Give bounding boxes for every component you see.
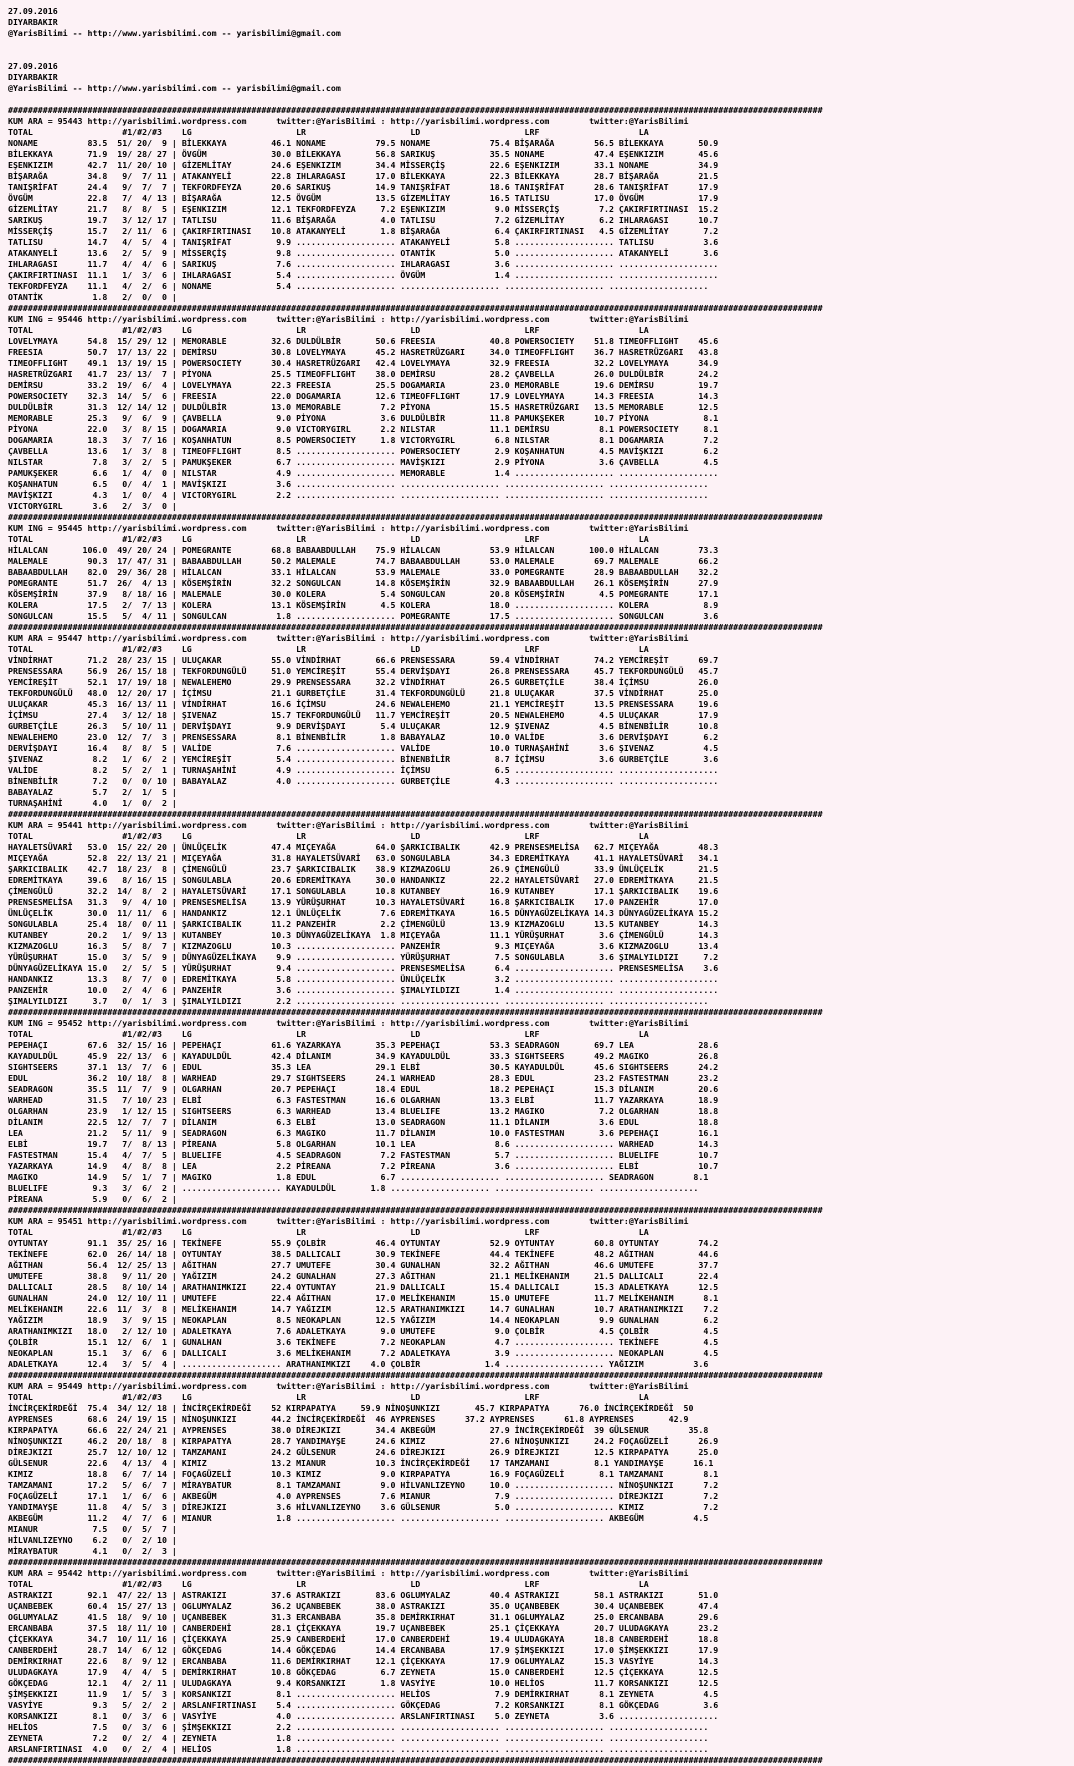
horse-row: ARSLANFIRTINASI 4.0 0/ 2/ 4 | HELİOS 1.8 .................... .................... .................... .................... [8, 1744, 709, 1754]
horse-row: BABAABDULLAH 82.0 29/ 36/ 28 | HİLALCAN 33.1 HİLALCAN 53.9 MALEMALE 33.0 POMEGRANTE 28.9 BABAABDULLAH 32.2 [8, 567, 719, 577]
horse-row: HELİOS 7.5 0/ 3/ 6 | ŞİMŞEKKIZI 2.2 .................... .................... .................... .................... [8, 1722, 709, 1732]
horse-row: KIMIZ 18.8 6/ 7/ 14 | FOÇAGÜZELİ 10.3 KIMIZ 9.0 KIRPAPATYA 16.9 FOÇAGÜZELİ 8.1 TAMZAMANI 8.1 [8, 1469, 719, 1479]
horse-row: DALLICALI 28.5 8/ 10/ 14 | ARATHANIMKIZI 22.4 OYTUNTAY 21.9 DALLICALI 15.4 DALLICALI 15.3 ADALETKAYA 12.5 [8, 1282, 719, 1292]
horse-row: BİLEKKAYA 71.9 19/ 28/ 27 | ÖVGÜM 30.0 BİLEKKAYA 56.8 SARIKUŞ 35.5 NONAME 47.4 EŞENKIZIM 45.6 [8, 149, 719, 159]
horse-row: DİLANIM 22.5 12/ 7/ 7 | DİLANIM 6.3 ELBİ 13.0 SEADRAGON 11.1 DİLANIM 3.6 EDUL 18.8 [8, 1117, 719, 1127]
separator-line: #################################################################################################################################################################### [8, 1755, 823, 1765]
horse-row: BLUELIFE 9.3 3/ 6/ 2 | .................... KAYADULDÜL 1.8 .................... .................... .................... [8, 1183, 699, 1193]
horse-row: DOGAMARIA 18.3 3/ 7/ 16 | KOŞANHATUN 8.5 POWERSOCIETY 1.8 VICTORYGIRL 6.8 NILSTAR 8.1 DOGAMARIA 7.2 [8, 435, 719, 445]
horse-row: HANDANKIZ 13.3 8/ 7/ 0 | EDREMİTKAYA 5.8 .................... ÜNLÜÇELİK 3.2 .................... .................... [8, 974, 719, 984]
horse-row: MAVİŞKIZI 4.3 1/ 0/ 4 | VICTORYGIRL 2.2 .................... .................... .................... .................... [8, 490, 709, 500]
horse-row: GÜLSENUR 22.6 4/ 13/ 4 | KIMIZ 13.2 MIANUR 10.3 İNCİRÇEKİRDEĞİ 17 TAMZAMANI 8.1 YANDIMAYŞE 16.1 [8, 1458, 714, 1468]
header-line: 27.09.2016 [8, 61, 58, 71]
horse-row: TANIŞRİFAT 24.4 9/ 7/ 7 | TEKFORDFEYZA 20.6 SARIKUŞ 14.9 TANIŞRİFAT 18.6 TANIŞRİFAT 28.6 TANIŞRİFAT 17.9 [8, 182, 719, 192]
horse-row: İÇİMSU 27.4 3/ 12/ 18 | ŞIVENAZ 15.7 TEKFORDUNGÜLÜ 11.7 YEMCİREŞİT 20.5 NEWALEHEMO 4.5 ULUÇAKAR 17.9 [8, 710, 719, 720]
horse-row: ULUDAGKAYA 17.9 4/ 4/ 5 | DEMİRKIRHAT 10.8 GÖKÇEDAG 6.7 ZEYNETA 15.0 CANBERDEHİ 12.5 ÇİÇEKKAYA 12.5 [8, 1667, 719, 1677]
separator-line: #################################################################################################################################################################### [8, 1007, 823, 1017]
horse-row: AKBEGÜM 11.2 4/ 7/ 6 | MIANUR 1.8 .................... .................... .................... AKBEGÜM 4.5 [8, 1513, 709, 1523]
horse-row: VALİDE 8.2 5/ 2/ 1 | TURNAŞAHİNİ 4.9 .................... İÇİMSU 6.5 .................... .................... [8, 765, 719, 775]
column-header: TOTAL #1/#2/#3 LG LR LD LRF LA [8, 1392, 649, 1402]
horse-row: NILSTAR 7.8 3/ 2/ 5 | PAMUKŞEKER 6.7 .................... MAVİŞKIZI 2.9 PİYONA 3.6 ÇAVBELLA 4.5 [8, 457, 719, 467]
horse-row: KIZMAZOGLU 16.3 5/ 8/ 7 | KIZMAZOGLU 10.3 .................... PANZEHİR 9.3 MIÇEYAĞA 3.6 KIZMAZOGLU 13.4 [8, 941, 719, 951]
horse-row: MAGIKO 14.9 5/ 1/ 7 | MAGIKO 1.8 EDUL 6.7 .................... .................... SEADRAGON 8.1 [8, 1172, 709, 1182]
horse-row: NONAME 83.5 51/ 20/ 9 | BİLEKKAYA 46.1 NONAME 79.5 NONAME 75.4 BİŞARAĞA 56.5 BİLEKKAYA 50.9 [8, 138, 719, 148]
horse-row: YEMCİREŞİT 52.1 17/ 19/ 18 | NEWALEHEMO 29.9 PRENSESSARA 32.2 VİNDİRHAT 26.5 GURBETÇİLE 38.4 İÇİMSU 26.0 [8, 677, 719, 687]
horse-row: NİNOŞUNKIZI 46.2 20/ 18/ 8 | KIRPAPATYA 28.7 YANDIMAYŞE 24.6 KIMIZ 27.6 NİNOŞUNKIZI 24.2 FOÇAGÜZELİ 26.9 [8, 1436, 719, 1446]
horse-row: KOŞANHATUN 6.5 0/ 4/ 1 | MAVİŞKIZI 3.6 .................... .................... .................... .................... [8, 479, 709, 489]
horse-row: OLGARHAN 23.9 1/ 12/ 15 | SIGHTSEERS 6.3 WARHEAD 13.4 BLUELIFE 13.2 MAGIKO 7.2 OLGARHAN 18.8 [8, 1106, 719, 1116]
horse-row: PANZEHİR 10.0 2/ 4/ 6 | PANZEHİR 3.6 .................... ŞIMALYILDIZI 1.4 .................... .................... [8, 985, 719, 995]
horse-row: LOVELYMAYA 54.8 15/ 29/ 12 | MEMORABLE 32.6 DULDÜLBİR 50.6 FREESIA 40.8 POWERSOCIETY 51.8 TIMEOFFLIGHT 45.6 [8, 336, 719, 346]
header-line: @YarisBilimi -- http://www.yarisbilimi.com -- yarisbilimi@gmail.com [8, 83, 341, 93]
horse-row: ELBİ 19.7 7/ 8/ 13 | PİREANA 5.8 OLGARHAN 10.1 LEA 8.6 .................... WARHEAD 14.3 [8, 1139, 719, 1149]
horse-row: YAZARKAYA 14.9 4/ 8/ 8 | LEA 2.2 PİREANA 7.2 PİREANA 3.6 .................... ELBİ 10.7 [8, 1161, 719, 1171]
horse-row: UMUTEFE 38.8 9/ 11/ 20 | YAĞIZIM 24.2 GUNALHAN 27.3 AĞITHAN 21.1 MELİKEHANIM 21.5 DALLICALI 22.4 [8, 1271, 719, 1281]
horse-row: HAYALETSÜVARİ 53.0 15/ 22/ 20 | ÜNLÜÇELİK 47.4 MIÇEYAĞA 64.0 ŞARKICIBALIK 42.9 PRENSESMELİSA 62.7 MIÇEYAĞA 48.3 [8, 842, 719, 852]
horse-row: TEKFORDFEYZA 11.1 4/ 2/ 6 | NONAME 5.4 .................... .................... .................... .................... [8, 281, 709, 291]
horse-row: ÇOLBİR 15.1 12/ 6/ 1 | GUNALHAN 3.6 TEKİNEFE 7.2 NEOKAPLAN 4.7 .................... TEKİNEFE 4.5 [8, 1337, 719, 1347]
race-title: KUM ARA = 95447 http://yarisbilimi.wordpress.com twitter:@YarisBilimi : http://yarisbilimi.wordpress.com twitter:@YarisBilimi [8, 633, 689, 643]
horse-row: SARIKUŞ 19.7 3/ 12/ 17 | TATLISU 11.6 BİŞARAĞA 4.0 TATLISU 7.2 GİZEMLİTAY 6.2 IHLARAGASI 10.7 [8, 215, 719, 225]
horse-row: DİREJKIZI 25.7 12/ 10/ 12 | TAMZAMANI 24.2 GÜLSENUR 24.6 DİREJKIZI 26.9 DİREJKIZI 12.5 KIRPAPATYA 25.0 [8, 1447, 719, 1457]
horse-row: POMEGRANTE 51.7 26/ 4/ 13 | KÖSEMŞİRİN 32.2 SONGULCAN 14.8 KÖSEMŞİRİN 32.9 BABAABDULLAH 26.1 KÖSEMŞİRİN 27.9 [8, 578, 719, 588]
horse-row: PRENSESMELİSA 31.3 9/ 4/ 10 | PRENSESMELİSA 13.9 YÜRÜŞURHAT 10.3 HAYALETSÜVARİ 16.8 ŞARKICIBALIK 17.0 PANZEHİR 17.0 [8, 897, 719, 907]
separator-line: #################################################################################################################################################################### [8, 809, 823, 819]
horse-row: ULUÇAKAR 45.3 16/ 13/ 11 | VİNDİRHAT 16.6 İÇİMSU 24.6 NEWALEHEMO 21.1 YEMCİREŞİT 13.5 PRENSESSARA 19.6 [8, 699, 719, 709]
race-title: KUM ARA = 95443 http://yarisbilimi.wordpress.com twitter:@YarisBilimi : http://yarisbilimi.wordpress.com twitter:@YarisBilimi [8, 116, 689, 126]
horse-row: VASYİYE 9.3 5/ 2/ 2 | ARSLANFIRTINASI 5.4 .................... GÖKÇEDAG 7.2 KORSANKIZI 8.1 GÖKÇEDAG 3.6 [8, 1700, 719, 1710]
horse-row: SIGHTSEERS 37.1 13/ 7/ 6 | EDUL 35.3 LEA 29.1 ELBİ 30.5 KAYADULDÜL 45.6 SIGHTSEERS 24.2 [8, 1062, 719, 1072]
horse-row: EDREMİTKAYA 39.6 8/ 16/ 15 | SONGULABLA 20.6 EDREMİTKAYA 30.0 HANDANKIZ 22.2 HAYALETSÜVARİ 27.0 EDREMİTKAYA 21.5 [8, 875, 719, 885]
column-header: TOTAL #1/#2/#3 LG LR LD LRF LA [8, 644, 649, 654]
horse-row: ÇİÇEKKAYA 34.7 10/ 11/ 16 | ÇİÇEKKAYA 25.9 CANBERDEHİ 17.0 CANBERDEHİ 19.4 ULUDAGKAYA 18.8 CANBERDEHİ 18.8 [8, 1634, 719, 1644]
horse-row: MELİKEHANIM 22.6 11/ 3/ 8 | MELİKEHANIM 14.7 YAĞIZIM 12.5 ARATHANIMKIZI 14.7 GUNALHAN 10.7 ARATHANIMKIZI 7.2 [8, 1304, 719, 1314]
race-title: KUM ARA = 95449 http://yarisbilimi.wordpress.com twitter:@YarisBilimi : http://yarisbilimi.wordpress.com twitter:@YarisBilimi [8, 1381, 689, 1391]
horse-row: IHLARAGASI 11.7 4/ 4/ 6 | SARIKUŞ 7.6 .................... IHLARAGASI 3.6 .................... .................... [8, 259, 719, 269]
horse-row: SONGULABLA 25.4 18/ 0/ 11 | ŞARKICIBALIK 11.2 PANZEHİR 2.2 ÇİMENGÜLÜ 13.9 KIZMAZOGLU 13.5 KUTANBEY 14.3 [8, 919, 719, 929]
horse-row: TEKFORDUNGÜLÜ 48.0 12/ 20/ 17 | İÇİMSU 21.1 GURBETÇİLE 31.4 TEKFORDUNGÜLÜ 21.8 ULUÇAKAR 37.5 VİNDİRHAT 25.0 [8, 688, 719, 698]
horse-row: BABAYALAZ 5.7 2/ 1/ 5 | [8, 787, 177, 797]
horse-row: ÇAVBELLA 13.6 1/ 3/ 8 | TIMEOFFLIGHT 8.5 .................... POWERSOCIETY 2.9 KOŞANHATUN 4.5 MAVİŞKIZI 6.2 [8, 446, 719, 456]
horse-row: AYPRENSES 68.6 24/ 19/ 15 | NİNOŞUNKIZI 44.2 İNCİRÇEKİRDEĞİ 46 AYPRENSES 37.2 AYPRENSES 61.8 AYPRENSES 42.9 [8, 1414, 689, 1424]
horse-row: GUNALHAN 24.0 12/ 10/ 11 | UMUTEFE 22.4 AĞITHAN 17.0 MELİKEHANIM 15.0 UMUTEFE 11.7 MELİKEHANIM 8.1 [8, 1293, 719, 1303]
horse-row: PAMUKŞEKER 6.6 1/ 4/ 0 | NILSTAR 4.9 .................... MEMORABLE 1.4 .................... .................... [8, 468, 719, 478]
horse-row: TIMEOFFLIGHT 49.1 13/ 19/ 15 | POWERSOCIETY 30.4 HASRETRÜZGARI 42.4 LOVELYMAYA 32.9 FREESIA 32.2 LOVELYMAYA 34.9 [8, 358, 719, 368]
race-title: KUM ING = 95452 http://yarisbilimi.wordpress.com twitter:@YarisBilimi : http://yarisbilimi.wordpress.com twitter:@YarisBilimi [8, 1018, 689, 1028]
horse-row: OYTUNTAY 91.1 35/ 25/ 16 | TEKİNEFE 55.9 ÇOLBİR 46.4 OYTUNTAY 52.9 OYTUNTAY 60.8 OYTUNTAY 74.2 [8, 1238, 719, 1248]
horse-row: PRENSESSARA 56.9 26/ 15/ 18 | TEKFORDUNGÜLÜ 51.0 YEMCİREŞİT 55.4 DERVİŞDAYI 26.8 PRENSESSARA 45.7 TEKFORDUNGÜLÜ 45.7 [8, 666, 719, 676]
horse-row: PİYONA 22.0 3/ 8/ 15 | DOGAMARIA 9.0 VICTORYGIRL 2.2 NILSTAR 11.1 DEMİRSU 8.1 POWERSOCIETY 8.1 [8, 424, 719, 434]
horse-row: POWERSOCIETY 32.3 14/ 5/ 6 | FREESIA 22.0 DOGAMARIA 12.6 TIMEOFFLIGHT 17.9 LOVELYMAYA 14.3 FREESIA 14.3 [8, 391, 719, 401]
horse-row: VİNDİRHAT 71.2 28/ 23/ 15 | ULUÇAKAR 55.0 VİNDİRHAT 66.6 PRENSESSARA 59.4 VİNDİRHAT 74.2 YEMCİREŞİT 69.7 [8, 655, 719, 665]
horse-row: ŞIVENAZ 8.2 1/ 6/ 2 | YEMCİREŞİT 5.4 .................... BİNENBİLİR 8.7 İÇİMSU 3.6 GURBETÇİLE 3.6 [8, 754, 719, 764]
horse-row: MİRAYBATUR 4.1 0/ 2/ 3 | [8, 1546, 177, 1556]
race-title: KUM ARA = 95441 http://yarisbilimi.wordpress.com twitter:@YarisBilimi : http://yarisbilimi.wordpress.com twitter:@YarisBilimi [8, 820, 689, 830]
horse-row: ADALETKAYA 12.4 3/ 5/ 4 | .................... ARATHANIMKIZI 4.0 ÇOLBİR 1.4 .................... YAĞIZIM 3.6 [8, 1359, 709, 1369]
separator-line: #################################################################################################################################################################### [8, 1370, 823, 1380]
horse-row: LEA 21.2 5/ 11/ 9 | SEADRAGON 6.3 MAGIKO 11.7 DİLANIM 10.0 FASTESTMAN 3.6 PEPEHAÇI 16.1 [8, 1128, 719, 1138]
horse-row: YÜRÜŞURHAT 15.0 3/ 5/ 9 | DÜNYAGÜZELİKAYA 9.9 .................... YÜRÜŞURHAT 7.5 SONGULABLA 3.6 ŞIMALYILDIZI 7.2 [8, 952, 719, 962]
horse-row: MIANUR 7.5 0/ 5/ 7 | [8, 1524, 177, 1534]
column-header: TOTAL #1/#2/#3 LG LR LD LRF LA [8, 127, 649, 137]
horse-row: HİLVANLIZEYNO 6.2 0/ 2/ 10 | [8, 1535, 177, 1545]
horse-row: VICTORYGIRL 3.6 2/ 3/ 0 | [8, 501, 177, 511]
column-header: TOTAL #1/#2/#3 LG LR LD LRF LA [8, 1579, 649, 1589]
race-title: KUM ING = 95446 http://yarisbilimi.wordpress.com twitter:@YarisBilimi : http://yarisbilimi.wordpress.com twitter:@YarisBilimi [8, 314, 689, 324]
horse-row: BİNENBİLİR 7.2 0/ 0/ 10 | BABAYALAZ 4.0 .................... GURBETÇİLE 4.3 .................... .................... [8, 776, 719, 786]
horse-row: FREESIA 50.7 17/ 13/ 22 | DEMİRSU 30.8 LOVELYMAYA 45.2 HASRETRÜZGARI 34.0 TIMEOFFLIGHT 36.7 HASRETRÜZGARI 43.8 [8, 347, 719, 357]
horse-row: NEWALEHEMO 23.0 12/ 7/ 3 | PRENSESSARA 8.1 BİNENBİLİR 1.8 BABAYALAZ 10.0 VALİDE 3.6 DERVİŞDAYI 6.2 [8, 732, 719, 742]
horse-row: DEMİRKIRHAT 22.6 8/ 9/ 12 | ERCANBABA 11.6 DEMİRKIRHAT 12.1 ÇİÇEKKAYA 17.9 OGLUMYALAZ 15.3 VASYİYE 14.3 [8, 1656, 719, 1666]
horse-row: ÖVGÜM 22.8 7/ 4/ 13 | BİŞARAĞA 12.5 ÖVGÜM 13.5 GİZEMLİTAY 16.5 TATLISU 17.0 ÖVGÜM 17.9 [8, 193, 719, 203]
horse-row: GÖKÇEDAG 12.1 4/ 2/ 11 | ULUDAGKAYA 9.4 KORSANKIZI 1.8 VASYİYE 10.0 HELİOS 11.7 KORSANKIZI 12.5 [8, 1678, 719, 1688]
horse-row: KUTANBEY 20.2 1/ 9/ 13 | KUTANBEY 10.3 DÜNYAGÜZELİKAYA 1.8 MIÇEYAĞA 11.1 YÜRÜŞURHAT 3.6 ÇİMENGÜLÜ 14.3 [8, 930, 719, 940]
horse-row: EDUL 36.2 10/ 18/ 8 | WARHEAD 29.7 SIGHTSEERS 24.1 WARHEAD 28.3 EDUL 23.2 FASTESTMAN 23.2 [8, 1073, 719, 1083]
horse-row: ÇAKIRFIRTINASI 11.1 1/ 3/ 6 | IHLARAGASI 5.4 .................... ÖVGÜM 1.4 .................... .................... [8, 270, 719, 280]
header-line: DIYARBAKIR [8, 72, 58, 82]
header-line: DIYARBAKIR [8, 17, 58, 27]
horse-row: MEMORABLE 25.3 9/ 6/ 9 | ÇAVBELLA 9.0 PİYONA 3.6 DULDÜLBİR 11.8 PAMUKŞEKER 10.7 PİYONA 8.1 [8, 413, 719, 423]
separator-line: #################################################################################################################################################################### [8, 512, 823, 522]
horse-row: ARATHANIMKIZI 18.0 2/ 12/ 10 | ADALETKAYA 7.6 ADALETKAYA 9.0 UMUTEFE 9.0 ÇOLBİR 4.5 ÇOLBİR 4.5 [8, 1326, 719, 1336]
column-header: TOTAL #1/#2/#3 LG LR LD LRF LA [8, 1029, 649, 1039]
horse-row: YAĞIZIM 18.9 3/ 9/ 15 | NEOKAPLAN 8.5 NEOKAPLAN 12.5 YAĞIZIM 14.4 NEOKAPLAN 9.9 GUNALHAN 6.2 [8, 1315, 719, 1325]
horse-row: HİLALCAN 106.0 49/ 20/ 24 | POMEGRANTE 68.8 BABAABDULLAH 75.9 HİLALCAN 53.9 HİLALCAN 100.0 HİLALCAN 73.3 [8, 545, 719, 555]
horse-row: KOLERA 17.5 2/ 7/ 13 | KOLERA 13.1 KÖSEMŞİRİN 4.5 KOLERA 18.0 .................... KOLERA 8.9 [8, 600, 719, 610]
horse-row: ŞARKICIBALIK 42.7 18/ 23/ 8 | ÇİMENGÜLÜ 23.7 ŞARKICIBALIK 38.9 KIZMAZOGLU 26.9 ÇİMENGÜLÜ 33.9 ÜNLÜÇELİK 21.5 [8, 864, 719, 874]
header-line: 27.09.2016 [8, 6, 58, 16]
column-header: TOTAL #1/#2/#3 LG LR LD LRF LA [8, 534, 649, 544]
horse-row: KORSANKIZI 8.1 0/ 3/ 6 | VASYİYE 4.0 .................... ARSLANFIRTINASI 5.0 ZEYNETA 3.6 .................... [8, 1711, 719, 1721]
horse-row: TATLISU 14.7 4/ 5/ 4 | TANIŞRİFAT 9.9 .................... ATAKANYELİ 5.8 .................... TATLISU 3.6 [8, 237, 719, 247]
horse-row: MİSSERÇİŞ 15.7 2/ 11/ 6 | ÇAKIRFIRTINASI 10.8 ATAKANYELİ 1.8 BİŞARAĞA 6.4 ÇAKIRFIRTINASI 4.5 GİZEMLİTAY 7.2 [8, 226, 719, 236]
horse-row: EŞENKIZIM 42.7 11/ 20/ 10 | GİZEMLİTAY 24.6 EŞENKIZIM 34.4 MİSSERÇİŞ 22.6 EŞENKIZIM 33.1 NONAME 34.9 [8, 160, 719, 170]
header-line: @YarisBilimi -- http://www.yarisbilimi.com -- yarisbilimi@gmail.com [8, 28, 341, 38]
horse-row: SEADRAGON 35.5 11/ 7/ 9 | OLGARHAN 20.7 PEPEHAÇI 18.4 EDUL 18.2 PEPEHAÇI 15.3 DİLANIM 20.6 [8, 1084, 719, 1094]
column-header: TOTAL #1/#2/#3 LG LR LD LRF LA [8, 1227, 649, 1237]
horse-row: ATAKANYELİ 13.6 2/ 5/ 9 | MİSSERÇİŞ 9.8 .................... OTANTİK 5.0 .................... ATAKANYELİ 3.6 [8, 248, 719, 258]
horse-row: DERVİŞDAYI 16.4 8/ 8/ 5 | VALİDE 7.6 .................... VALİDE 10.0 TURNAŞAHİNİ 3.6 ŞIVENAZ 4.5 [8, 743, 719, 753]
horse-row: ŞİMŞEKKIZI 11.9 1/ 5/ 3 | KORSANKIZI 8.1 .................... HELİOS 7.9 DEMİRKIRHAT 8.1 ZEYNETA 4.5 [8, 1689, 719, 1699]
horse-row: FASTESTMAN 15.4 4/ 7/ 5 | BLUELIFE 4.5 SEADRAGON 7.2 FASTESTMAN 5.7 .................... BLUELIFE 10.7 [8, 1150, 719, 1160]
horse-row: FOÇAGÜZELİ 17.1 1/ 6/ 6 | AKBEGÜM 4.0 AYPRENSES 7.6 MIANUR 7.9 .................... DİREJKIZI 7.2 [8, 1491, 719, 1501]
separator-line: #################################################################################################################################################################### [8, 303, 823, 313]
horse-row: UÇANBEBEK 60.4 15/ 27/ 13 | OGLUMYALAZ 36.2 UÇANBEBEK 38.0 ASTRAKIZI 35.0 UÇANBEBEK 30.4 UÇANBEBEK 47.4 [8, 1601, 719, 1611]
race-title: KUM ING = 95445 http://yarisbilimi.wordpress.com twitter:@YarisBilimi : http://yarisbilimi.wordpress.com twitter:@YarisBilimi [8, 523, 689, 533]
horse-row: OGLUMYALAZ 41.5 18/ 9/ 10 | UÇANBEBEK 31.3 ERCANBABA 35.8 DEMİRKIRHAT 31.1 OGLUMYALAZ 25.0 ERCANBABA 29.6 [8, 1612, 719, 1622]
horse-row: CANBERDEHİ 28.7 14/ 6/ 12 | GÖKÇEDAG 14.4 GÖKÇEDAG 14.4 ERCANBABA 17.9 ŞİMŞEKKIZI 17.0 ŞİMŞEKKIZI 17.9 [8, 1645, 719, 1655]
horse-row: OTANTİK 1.8 2/ 0/ 0 | [8, 292, 177, 302]
horse-row: ŞIMALYILDIZI 3.7 0/ 1/ 3 | ŞIMALYILDIZI 2.2 .................... .................... .................... .................... [8, 996, 709, 1006]
horse-row: YANDIMAYŞE 11.8 4/ 5/ 3 | DİREJKIZI 3.6 HİLVANLIZEYNO 3.6 GÜLSENUR 5.0 .................... KIMIZ 7.2 [8, 1502, 719, 1512]
column-header: TOTAL #1/#2/#3 LG LR LD LRF LA [8, 325, 649, 335]
horse-row: GİZEMLİTAY 21.7 8/ 8/ 5 | EŞENKIZIM 12.1 TEKFORDFEYZA 7.2 EŞENKIZIM 9.0 MİSSERÇİŞ 7.2 ÇAKIRFIRTINASI 15.2 [8, 204, 719, 214]
horse-row: ERCANBABA 37.5 18/ 11/ 10 | CANBERDEHİ 28.1 ÇİÇEKKAYA 19.7 UÇANBEBEK 25.1 ÇİÇEKKAYA 20.7 ULUDAGKAYA 23.2 [8, 1623, 719, 1633]
horse-row: GURBETÇİLE 26.3 5/ 10/ 11 | DERVİŞDAYI 9.9 DERVİŞDAYI 5.4 ULUÇAKAR 12.9 ŞIVENAZ 4.5 BİNENBİLİR 10.8 [8, 721, 719, 731]
horse-row: TEKİNEFE 62.0 26/ 14/ 18 | OYTUNTAY 38.5 DALLICALI 30.9 TEKİNEFE 44.4 TEKİNEFE 48.2 AĞITHAN 44.6 [8, 1249, 719, 1259]
horse-row: ÇİMENGÜLÜ 32.2 14/ 8/ 2 | HAYALETSÜVARİ 17.1 SONGULABLA 10.8 KUTANBEY 16.9 KUTANBEY 17.1 ŞARKICIBALIK 19.6 [8, 886, 719, 896]
separator-line: #################################################################################################################################################################### [8, 1557, 823, 1567]
horse-row: TURNAŞAHİNİ 4.0 1/ 0/ 2 | [8, 798, 177, 808]
horse-row: PEPEHAÇI 67.6 32/ 15/ 16 | PEPEHAÇI 61.6 YAZARKAYA 35.3 PEPEHAÇI 53.3 SEADRAGON 69.7 LEA 28.6 [8, 1040, 719, 1050]
horse-row: SONGULCAN 15.5 5/ 4/ 11 | SONGULCAN 1.8 .................... POMEGRANTE 17.5 .................... SONGULCAN 3.6 [8, 611, 719, 621]
horse-row: MIÇEYAĞA 52.8 22/ 13/ 21 | MIÇEYAĞA 31.8 HAYALETSÜVARİ 63.0 SONGULABLA 34.3 EDREMİTKAYA 41.1 HAYALETSÜVARİ 34.1 [8, 853, 719, 863]
horse-row: BİŞARAĞA 34.8 9/ 7/ 11 | ATAKANYELİ 22.8 IHLARAGASI 17.0 BİLEKKAYA 22.3 BİLEKKAYA 28.7 BİŞARAĞA 21.5 [8, 171, 719, 181]
horse-row: ZEYNETA 7.2 0/ 2/ 4 | ZEYNETA 1.8 .................... .................... .................... .................... [8, 1733, 709, 1743]
horse-row: NEOKAPLAN 15.1 3/ 6/ 6 | DALLICALI 3.6 MELİKEHANIM 7.2 ADALETKAYA 3.9 .................... NEOKAPLAN 4.5 [8, 1348, 719, 1358]
separator-line: #################################################################################################################################################################### [8, 105, 823, 115]
horse-row: İNCİRÇEKİRDEĞİ 75.4 34/ 12/ 18 | İNCİRÇEKİRDEĞİ 52 KIRPAPATYA 59.9 NİNOŞUNKIZI 45.7 KIRPAPATYA 76.0 İNCİRÇEKİRDEĞİ 50 [8, 1403, 694, 1413]
horse-row: DEMİRSU 33.2 19/ 6/ 4 | LOVELYMAYA 22.3 FREESIA 25.5 DOGAMARIA 23.0 MEMORABLE 19.6 DEMİRSU 19.7 [8, 380, 719, 390]
horse-row: DÜNYAGÜZELİKAYA 15.0 2/ 5/ 5 | YÜRÜŞURHAT 9.4 .................... PRENSESMELİSA 6.4 .................... PRENSESMELİSA 3.6 [8, 963, 719, 973]
horse-row: TAMZAMANI 17.2 5/ 6/ 7 | MİRAYBATUR 8.1 TAMZAMANI 9.0 HİLVANLIZEYNO 10.0 .................... NİNOŞUNKIZI 7.2 [8, 1480, 719, 1490]
horse-row: DULDÜLBİR 31.3 12/ 14/ 12 | DULDÜLBİR 13.0 MEMORABLE 7.2 PİYONA 15.5 HASRETRÜZGARI 13.5 MEMORABLE 12.5 [8, 402, 719, 412]
horse-row: ASTRAKIZI 92.1 47/ 22/ 13 | ASTRAKIZI 37.6 ASTRAKIZI 83.6 OGLUMYALAZ 40.4 ASTRAKIZI 58.1 ASTRAKIZI 51.0 [8, 1590, 719, 1600]
horse-row: HASRETRÜZGARI 41.7 23/ 13/ 7 | PİYONA 25.5 TIMEOFFLIGHT 38.0 DEMİRSU 28.2 ÇAVBELLA 26.0 DULDÜLBİR 24.2 [8, 369, 719, 379]
separator-line: #################################################################################################################################################################### [8, 1205, 823, 1215]
horse-row: KÖSEMŞİRİN 37.9 8/ 18/ 16 | MALEMALE 30.0 KOLERA 5.4 SONGULCAN 20.8 KÖSEMŞİRİN 4.5 POMEGRANTE 17.1 [8, 589, 719, 599]
race-title: KUM ARA = 95442 http://yarisbilimi.wordpress.com twitter:@YarisBilimi : http://yarisbilimi.wordpress.com twitter:@YarisBilimi [8, 1568, 689, 1578]
horse-row: AĞITHAN 56.4 12/ 25/ 13 | AĞITHAN 27.7 UMUTEFE 30.4 GUNALHAN 32.2 AĞITHAN 46.6 UMUTEFE 37.7 [8, 1260, 719, 1270]
column-header: TOTAL #1/#2/#3 LG LR LD LRF LA [8, 831, 649, 841]
race-title: KUM ARA = 95451 http://yarisbilimi.wordpress.com twitter:@YarisBilimi : http://yarisbilimi.wordpress.com twitter:@YarisBilimi [8, 1216, 689, 1226]
horse-row: PİREANA 5.9 0/ 6/ 2 | [8, 1194, 177, 1204]
horse-row: WARHEAD 31.5 7/ 10/ 23 | ELBİ 6.3 FASTESTMAN 16.6 OLGARHAN 13.3 ELBİ 11.7 YAZARKAYA 18.9 [8, 1095, 719, 1105]
horse-row: KAYADULDÜL 45.9 22/ 13/ 6 | KAYADULDÜL 42.4 DİLANIM 34.9 KAYADULDÜL 33.3 SIGHTSEERS 49.2 MAGIKO 26.8 [8, 1051, 719, 1061]
horse-row: MALEMALE 90.3 17/ 47/ 31 | BABAABDULLAH 50.2 MALEMALE 74.7 BABAABDULLAH 53.0 MALEMALE 69.7 MALEMALE 66.2 [8, 556, 719, 566]
separator-line: #################################################################################################################################################################### [8, 622, 823, 632]
horse-row: ÜNLÜÇELİK 30.0 11/ 11/ 6 | HANDANKIZ 12.1 ÜNLÜÇELİK 7.6 EDREMİTKAYA 16.5 DÜNYAGÜZELİKAYA 14.3 DÜNYAGÜZELİKAYA 15.2 [8, 908, 719, 918]
horse-row: KIRPAPATYA 66.6 22/ 24/ 21 | AYPRENSES 38.0 DİREJKIZI 34.4 AKBEGÜM 27.9 İNCİRÇEKİRDEĞİ 39 GÜLSENUR 35.8 [8, 1425, 709, 1435]
